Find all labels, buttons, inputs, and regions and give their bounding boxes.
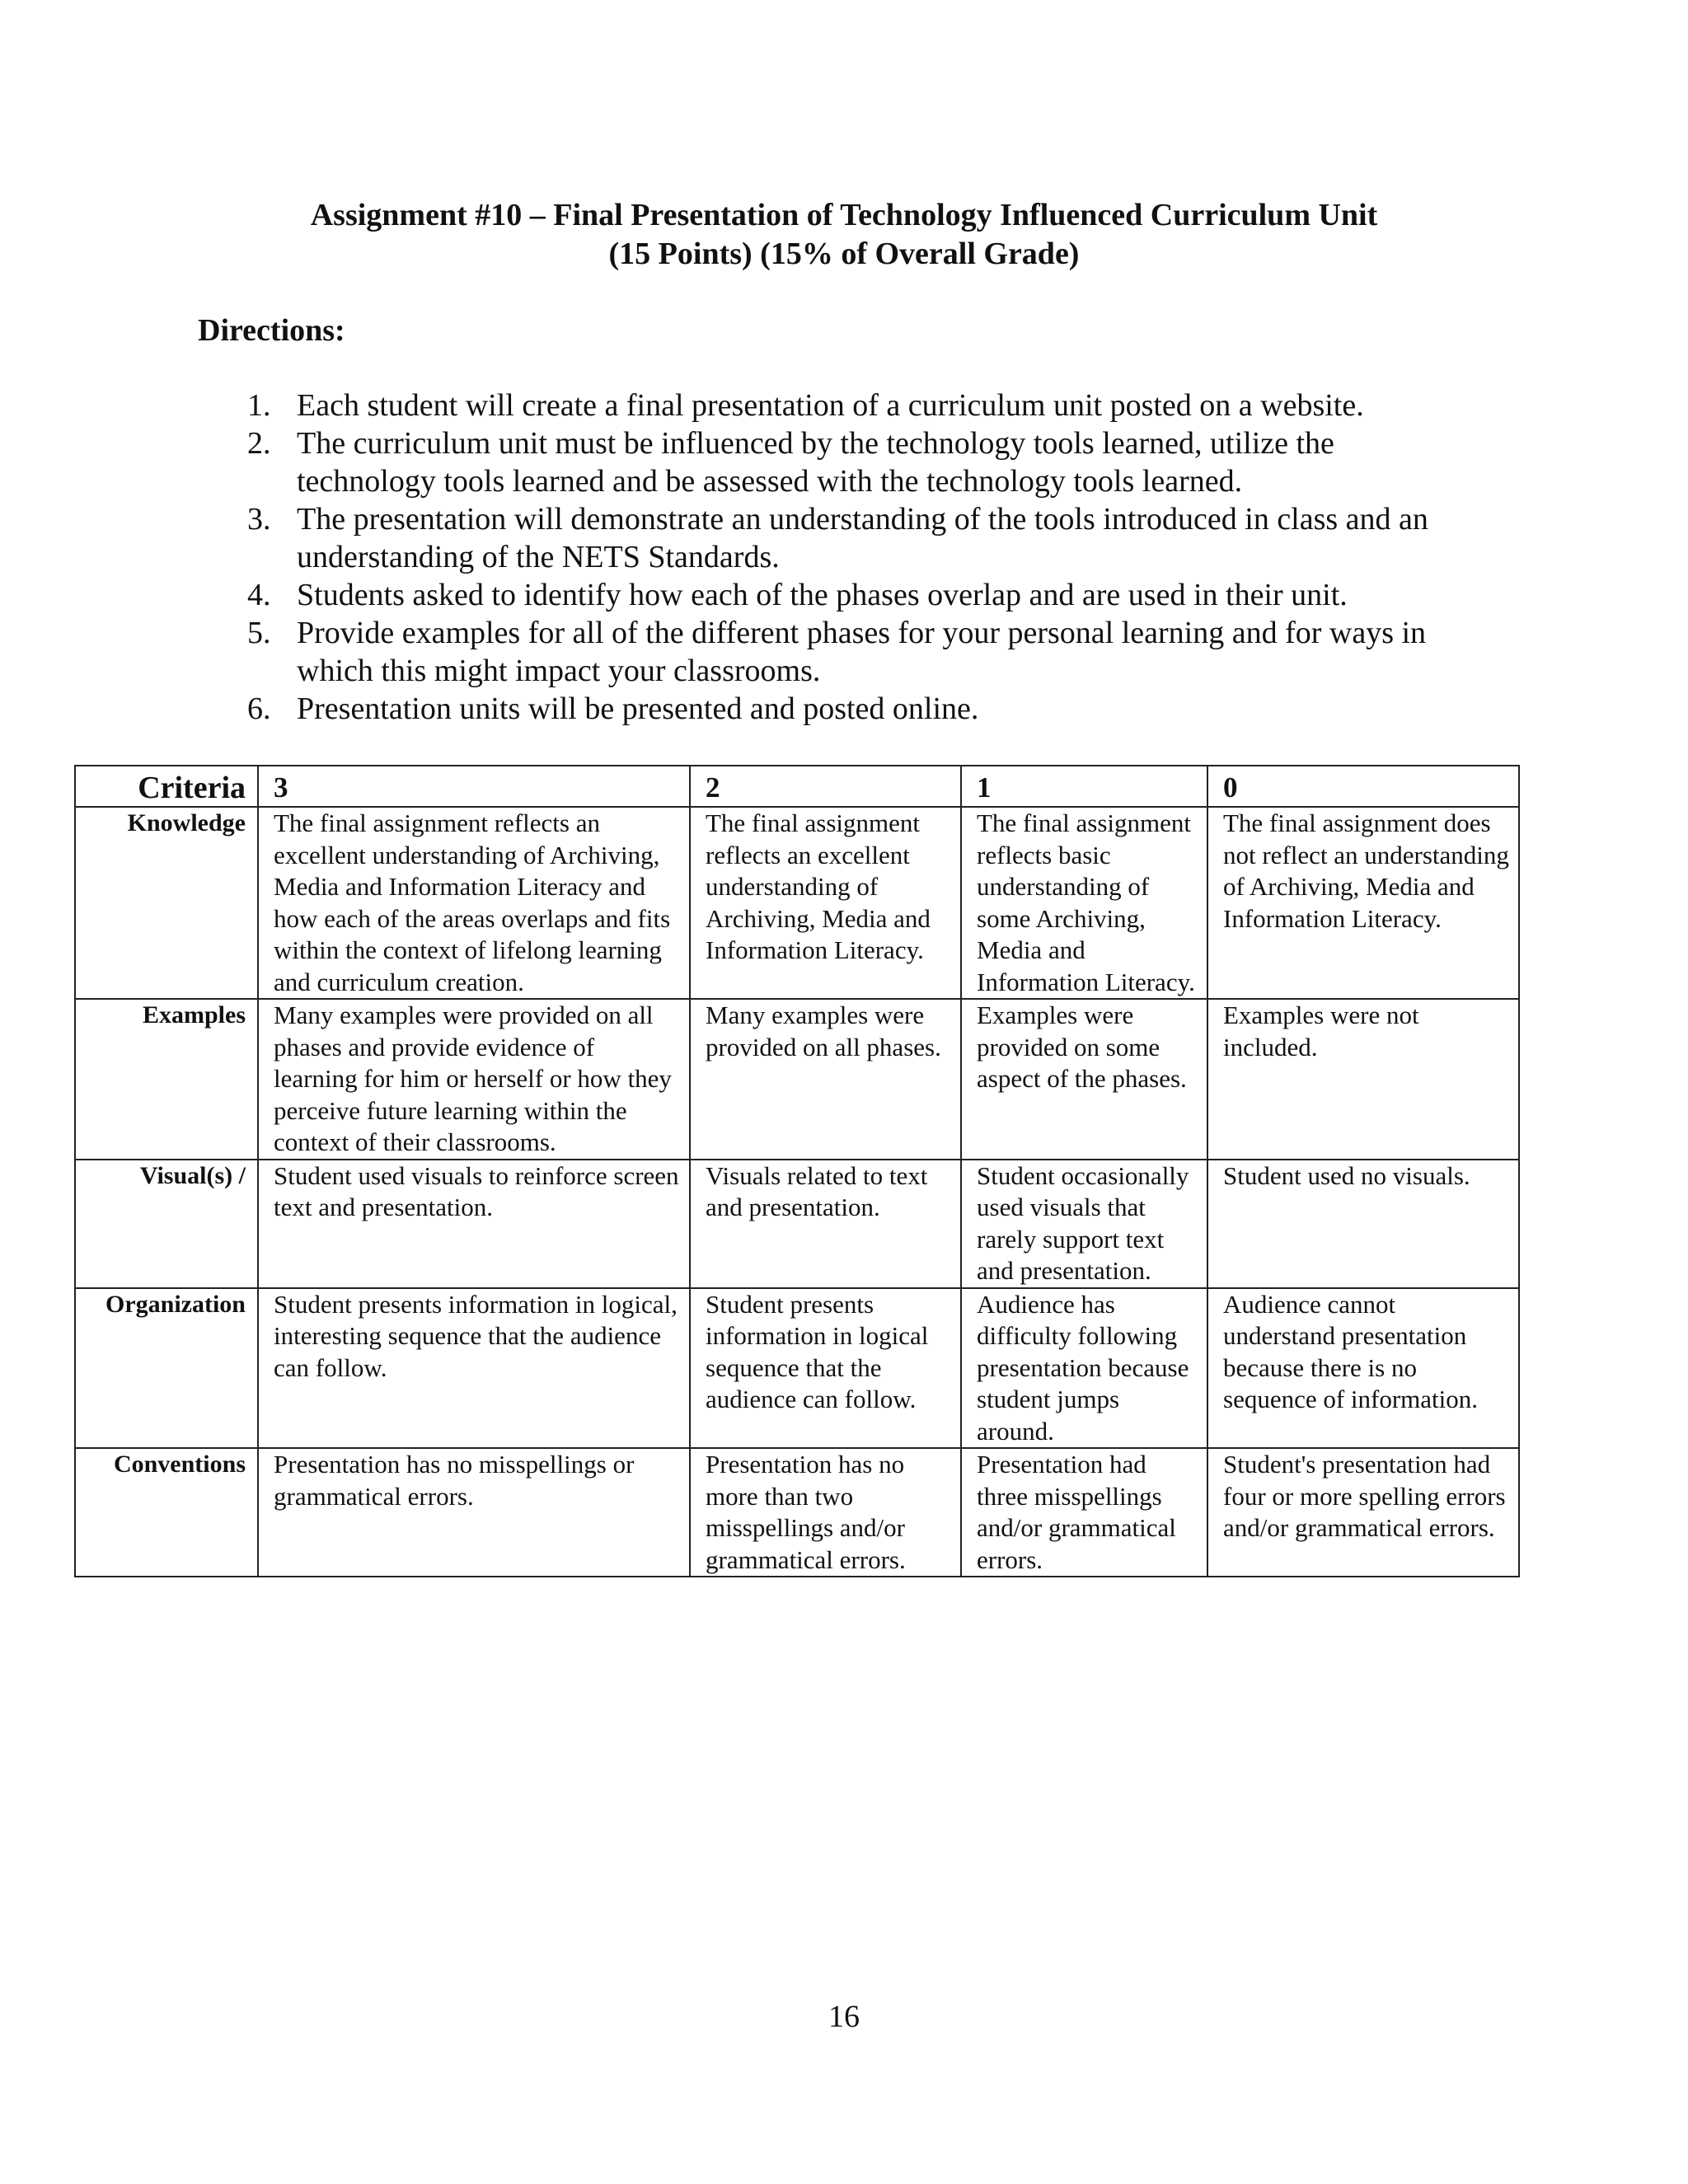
- table-cell: Student presents information in logical sequence that the audience can follow.: [690, 1288, 961, 1449]
- table-cell: The final assignment reflects an excellent understanding of Archiving, Media and Information Literacy and how each of the areas overlaps and fits within the context of lifelong learning and curriculum creation.: [258, 807, 690, 999]
- header-score-0: 0: [1207, 766, 1519, 807]
- table-cell: Student presents information in logical, interesting sequence that the audience can follow.: [258, 1288, 690, 1449]
- direction-number: 2.: [247, 426, 271, 461]
- table-cell: Visuals related to text and presentation.: [690, 1160, 961, 1288]
- direction-item: [0, 500, 1467, 576]
- criterion-knowledge: Knowledge: [75, 807, 258, 999]
- table-cell: Student occasionally used visuals that rarely support text and presentation.: [961, 1160, 1207, 1288]
- table-cell: Presentation has no misspellings or grammatical errors.: [258, 1448, 690, 1577]
- table-row: [75, 999, 1519, 1160]
- table-cell: Student's presentation had four or more spelling errors and/or grammatical errors.: [1207, 1448, 1519, 1577]
- criterion-organization: Organization: [75, 1288, 258, 1449]
- table-row: [75, 1288, 1519, 1449]
- table-cell: Audience has difficulty following presentation because student jumps around.: [961, 1288, 1207, 1449]
- direction-item: [0, 576, 1467, 614]
- direction-number: 4.: [247, 578, 271, 612]
- direction-number: 1.: [247, 388, 271, 423]
- table-cell: Examples were not included.: [1207, 999, 1519, 1160]
- title-line-2: (15 Points) (15% of Overall Grade): [608, 237, 1080, 271]
- direction-text: Presentation units will be presented and posted online.: [297, 691, 979, 726]
- rubric-table: [74, 765, 1520, 1577]
- header-criteria: Criteria: [75, 766, 258, 807]
- table-cell: Student used visuals to reinforce screen text and presentation.: [258, 1160, 690, 1288]
- table-row: [75, 1160, 1519, 1288]
- direction-text: The curriculum unit must be influenced by the technology tools learned, utilize the technology tools learned and be assessed with the technology tools learned.: [297, 426, 1334, 499]
- criterion-conventions: Conventions: [75, 1448, 258, 1577]
- table-cell: Many examples were provided on all phases and provide evidence of learning for him or herself or how they perceive future learning within the context of their classrooms.: [258, 999, 690, 1160]
- direction-item: [0, 387, 1467, 424]
- direction-number: 6.: [247, 691, 271, 726]
- direction-text: The presentation will demonstrate an understanding of the tools introduced in class and an understanding of the NETS Standards.: [297, 502, 1428, 574]
- title-line-1: Assignment #10 – Final Presentation of Technology Influenced Curriculum Unit: [310, 198, 1378, 232]
- header-score-2: 2: [690, 766, 961, 807]
- table-cell: Many examples were provided on all phases.: [690, 999, 961, 1160]
- directions-heading: Directions:: [198, 313, 345, 348]
- rubric-header-row: [75, 766, 1519, 807]
- direction-text: Provide examples for all of the different phases for your personal learning and for ways in which this might impact your classrooms.: [297, 616, 1427, 688]
- criterion-examples: Examples: [75, 999, 258, 1160]
- table-cell: Student used no visuals.: [1207, 1160, 1519, 1288]
- header-score-3: 3: [258, 766, 690, 807]
- page-number: 16: [828, 1999, 860, 2034]
- table-row: [75, 807, 1519, 999]
- direction-item: [0, 614, 1467, 690]
- table-cell: The final assignment reflects an excellent understanding of Archiving, Media and Information Literacy.: [690, 807, 961, 999]
- table-row: [75, 1448, 1519, 1577]
- table-cell: The final assignment reflects basic understanding of some Archiving, Media and Information Literacy.: [961, 807, 1207, 999]
- document-title: [0, 196, 1688, 274]
- table-cell: Presentation has no more than two misspellings and/or grammatical errors.: [690, 1448, 961, 1577]
- header-score-1: 1: [961, 766, 1207, 807]
- table-cell: Presentation had three misspellings and/or grammatical errors.: [961, 1448, 1207, 1577]
- direction-number: 3.: [247, 502, 271, 537]
- table-cell: Audience cannot understand presentation because there is no sequence of information.: [1207, 1288, 1519, 1449]
- direction-text: Students asked to identify how each of the phases overlap and are used in their unit.: [297, 578, 1348, 612]
- direction-item: [0, 424, 1467, 500]
- direction-text: Each student will create a final presentation of a curriculum unit posted on a website.: [297, 388, 1364, 423]
- direction-number: 5.: [247, 616, 271, 650]
- criterion-visuals: Visual(s) /: [75, 1160, 258, 1288]
- table-cell: Examples were provided on some aspect of the phases.: [961, 999, 1207, 1160]
- directions-list: [0, 387, 1467, 728]
- table-cell: The final assignment does not reflect an understanding of Archiving, Media and Information Literacy.: [1207, 807, 1519, 999]
- direction-item: [0, 690, 1467, 728]
